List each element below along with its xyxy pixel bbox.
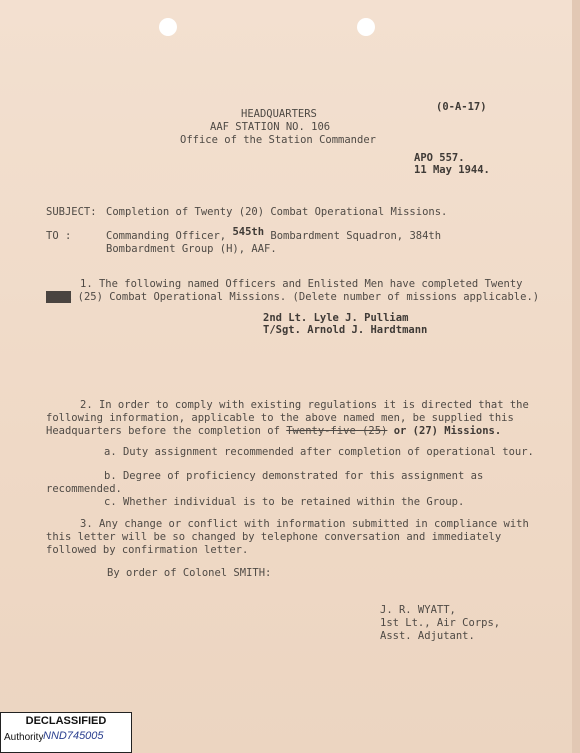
para3-line-3: followed by confirmation letter. [46, 544, 249, 556]
crew-member-1: 2nd Lt. Lyle J. Pulliam [263, 312, 409, 324]
to-label: TO : [46, 230, 72, 242]
apo-number: APO 557. [414, 152, 465, 164]
to-line-2: Bombardment Group (H), AAF. [106, 243, 277, 255]
letter-date: 11 May 1944. [414, 164, 490, 176]
header-line-3: Office of the Station Commander [180, 134, 376, 146]
para3-line-2: this letter will be so changed by telephone conversation and immediately [46, 531, 502, 543]
header-line-2: AAF STATION NO. 106 [210, 121, 331, 133]
para2-line-3-pre: Headquarters before the completion of [46, 425, 280, 437]
item-b-line-1: b. Degree of proficiency demonstrated for this assignment as [104, 470, 484, 482]
stamp-authority-label: Authority [4, 732, 44, 743]
para2-line-3 [46, 425, 501, 437]
crew-member-2: T/Sgt. Arnold J. Hardtmann [263, 324, 428, 336]
to-line-1-pre: Commanding Officer, [106, 230, 227, 242]
struck-missions-text: Twenty-five (25) [286, 425, 388, 437]
punch-hole-right [357, 18, 375, 36]
signature-title: Asst. Adjutant. [380, 630, 475, 642]
closing-line: By order of Colonel SMITH: [107, 567, 272, 579]
para1-line-2-text: (25) Combat Operational Missions. (Delete number of missions applicable.) [77, 291, 540, 303]
stamp-authority-value: NND745005 [43, 730, 104, 742]
header-line-1: HEADQUARTERS [241, 108, 317, 120]
redacted-mark: XXXX [46, 291, 72, 303]
para1-line-2 [46, 291, 539, 303]
item-c: c. Whether individual is to be retained within the Group. [104, 496, 465, 508]
page-edge [572, 0, 580, 753]
stamp-title: DECLASSIFIED [25, 715, 107, 727]
para1-line-1: 1. The following named Officers and Enlisted Men have completed Twenty [80, 278, 523, 290]
file-code: (0-A-17) [436, 101, 487, 113]
para2-line-3-post: or (27) Missions. [393, 425, 502, 437]
para3-line-1: 3. Any change or conflict with information submitted in compliance with [80, 518, 529, 530]
to-line-1-post: Bombardment Squadron, 384th [270, 230, 442, 242]
item-a: a. Duty assignment recommended after completion of operational tour. [104, 446, 534, 458]
punch-hole-left [159, 18, 177, 36]
squadron-insert: 545th [232, 226, 265, 238]
declassified-stamp [0, 712, 132, 753]
subject-text: Completion of Twenty (20) Combat Operational Missions. [106, 206, 448, 218]
item-b-line-2: recommended. [46, 483, 122, 495]
signature-rank: 1st Lt., Air Corps, [380, 617, 501, 629]
para2-line-1: 2. In order to comply with existing regulations it is directed that the [80, 399, 529, 411]
to-line-1 [106, 226, 442, 242]
subject-label: SUBJECT: [46, 206, 97, 218]
signature-name: J. R. WYATT, [380, 604, 456, 616]
para2-line-2: following information, applicable to the above named men, be supplied this [46, 412, 514, 424]
